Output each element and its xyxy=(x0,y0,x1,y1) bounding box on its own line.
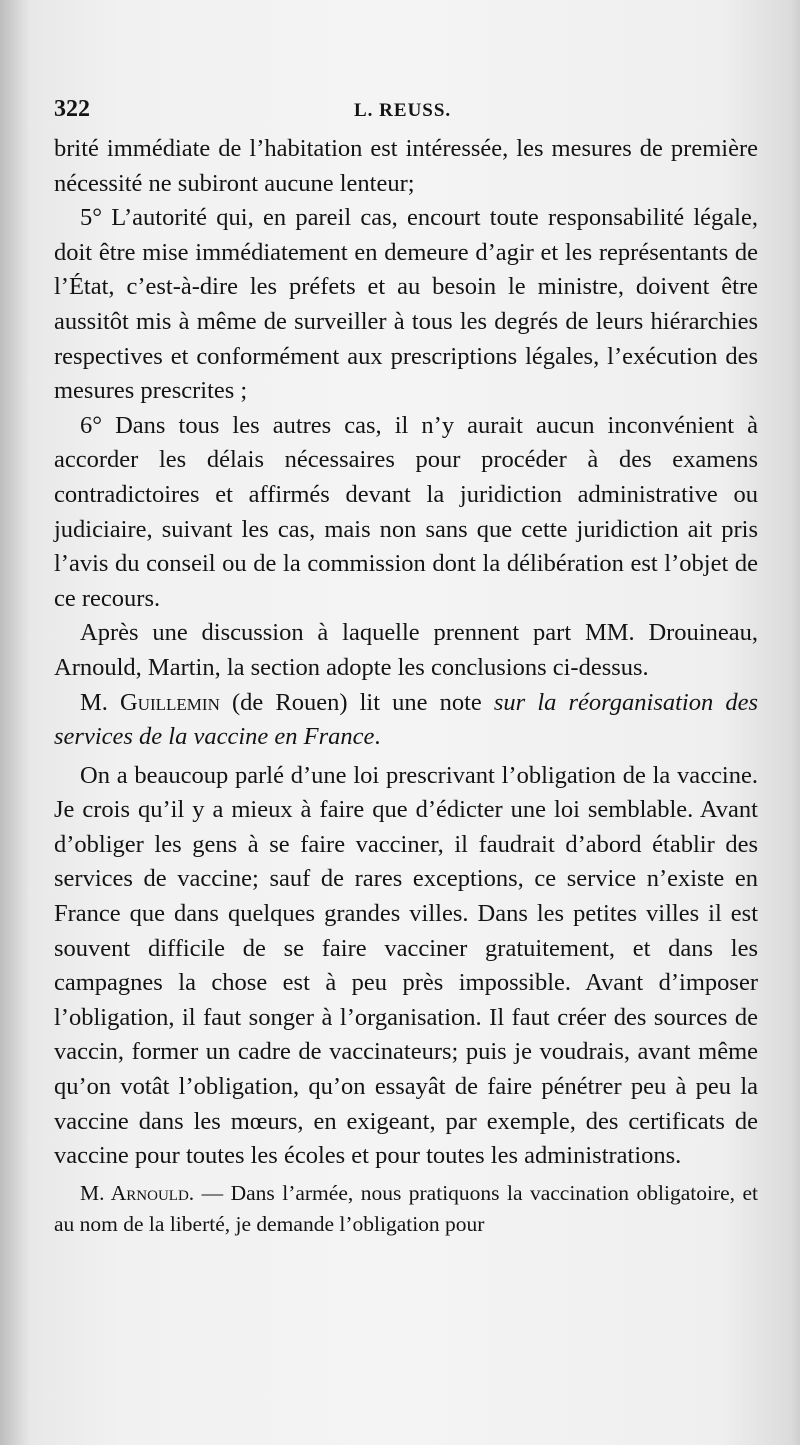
intro-text: (de Rouen) lit une note xyxy=(219,688,494,716)
paragraph-arnould xyxy=(54,1178,758,1240)
paragraph-guillemin-note: On a beaucoup parlé d’une loi prescrivant l’obligation de la vaccine. Je crois qu’il y a mieux à faire que d’édicter une loi semblable. Avant d’obliger les gens à se faire vacciner, il faudrait d’abord établir des services de vaccine; sauf de rares exceptions, ce service n’existe en France que dans quelques grandes villes. Dans les petites villes il est souvent difficile de se faire vacciner gratuitement, et dans les campagnes la chose est à peu près impossible. Avant d’imposer l’obligation, il faut songer à l’organisation. Il faut créer des sources de vaccin, former un cadre de vaccinateurs; puis je voudrais, avant même qu’on votât l’obligation, qu’on essayât de faire pénétrer peu à peu la vaccine dans les mœurs, en exigeant, par exemple, des certificats de vaccine pour toutes les écoles et pour toutes les administrations. xyxy=(54,761,758,1170)
paragraph-point-6: 6° Dans tous les autres cas, il n’y aurait aucun inconvénient à accorder les délais nécessaires pour procéder à des examens contradictoires et affirmés devant la juridiction administrative ou judiciaire, suivant les cas, mais non sans que cette juridiction ait pris l’avis du conseil ou de la commission dont la délibération est l’objet de ce recours. xyxy=(54,411,758,612)
speaker-name: M. Arnould. xyxy=(80,1180,195,1205)
intro-end: . xyxy=(374,723,381,751)
paragraph-point-5: 5° L’autorité qui, en pareil cas, encourt toute responsabilité légale, doit être mise immédiatement en demeure d’agir et les représentants de l’État, c’est-à-dire les préfets et au besoin le ministre, doivent être aussitôt mis à même de surveiller à tous les degrés de leurs hiérarchies respectives et conformément aux prescriptions légales, l’exécution des mesures prescrites ; xyxy=(54,204,758,405)
body-text xyxy=(54,132,758,1240)
paragraph-continuation: brité immédiate de l’habitation est intéressée, les mesures de première nécessité ne subiront aucune lenteur; xyxy=(54,135,758,197)
note-title: sur la réorganisation des services de la vaccine en France xyxy=(54,688,758,751)
arnould-text: — Dans l’armée, nous pratiquons la vaccination obligatoire, et au nom de la liberté, je demande l’obligation pour xyxy=(54,1180,758,1236)
running-head: L. REUSS. xyxy=(354,100,452,121)
page-number: 322 xyxy=(54,96,90,122)
speaker-name: M. Guillemin xyxy=(80,688,220,716)
page-header xyxy=(54,96,754,128)
paragraph-discussion: Après une discussion à laquelle prennent part MM. Drouineau, Arnould, Martin, la section adopte les conclusions ci-dessus. xyxy=(54,619,758,681)
paragraph-guillemin-intro xyxy=(54,686,758,755)
